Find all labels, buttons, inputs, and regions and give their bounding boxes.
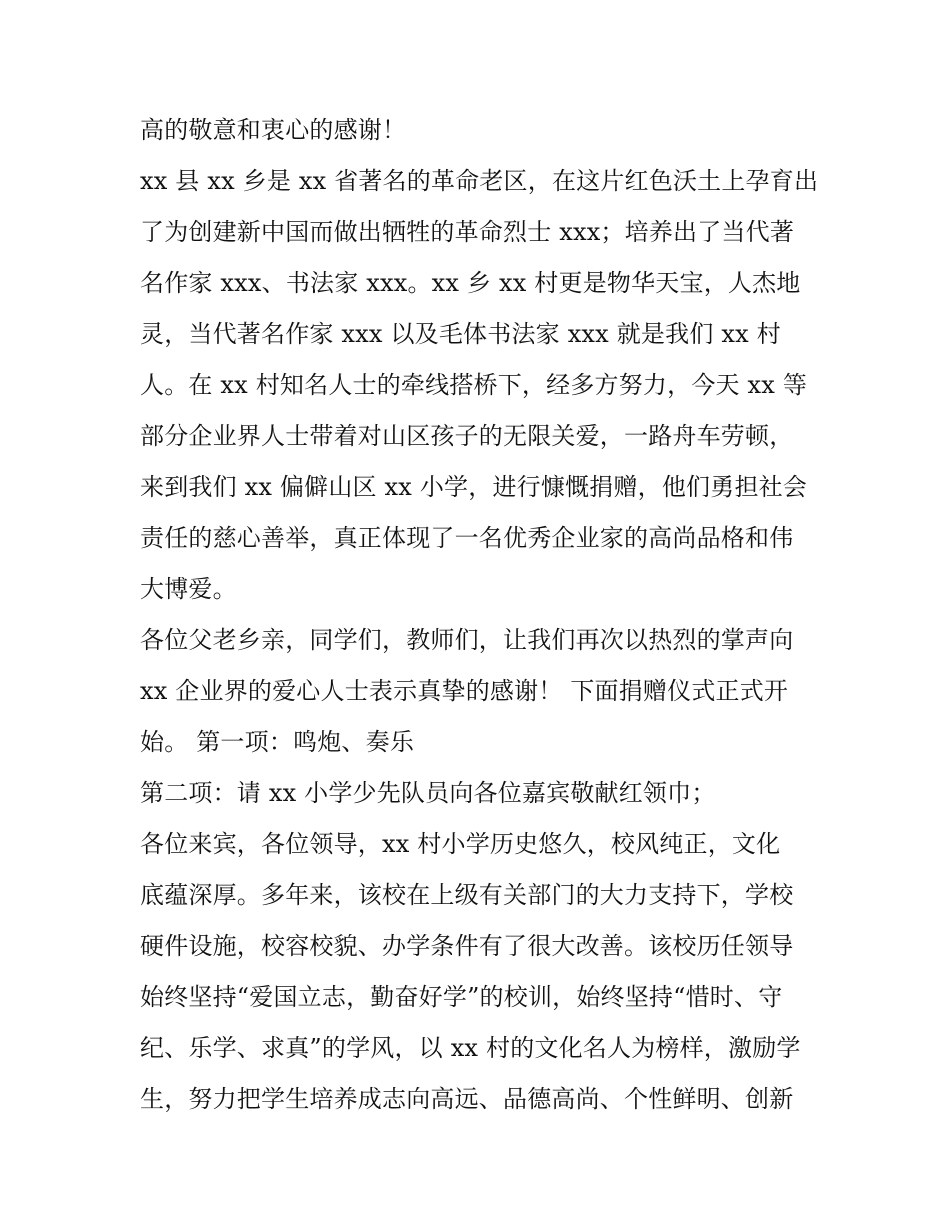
text-line: xx 企业界的爱心人士表示真挚的感谢！ 下面捐赠仪式正式开 [140, 677, 789, 705]
text-line: 名作家 xxx、书法家 xxx。xx 乡 xx 村更是物华天宝，人杰地 [140, 269, 801, 297]
text-line: 大博爱。 [140, 575, 237, 603]
text-line: 生，努力把学生培养成志向高远、品德高尚、个性鲜明、创新 [140, 1085, 794, 1113]
text-line: 部分企业界人士带着对山区孩子的无限关爱，一路舟车劳顿， [140, 422, 794, 450]
text-line: 底蕴深厚。多年来，该校在上级有关部门的大力支持下，学校 [140, 881, 794, 909]
text-line: xx 县 xx 乡是 xx 省著名的革命老区，在这片红色沃土上孕育出 [140, 167, 819, 195]
text-line: 高的敬意和衷心的感谢！ [140, 116, 407, 144]
text-line: 纪、乐学、求真”的学风，以 xx 村的文化名人为榜样，激励学 [140, 1034, 801, 1062]
text-line: 各位父老乡亲，同学们，教师们，让我们再次以热烈的掌声向 [140, 626, 794, 654]
text-line: 了为创建新中国而做出牺牲的革命烈士 xxx；培养出了当代著 [140, 218, 795, 246]
text-line: 来到我们 xx 偏僻山区 xx 小学，进行慷慨捐赠，他们勇担社会 [140, 473, 808, 501]
text-line: 始。 第一项：鸣炮、奏乐 [140, 728, 415, 756]
text-line: 责任的慈心善举，真正体现了一名优秀企业家的高尚品格和伟 [140, 524, 794, 552]
text-line: 始终坚持“爱国立志，勤奋好学”的校训，始终坚持“惜时、守 [140, 983, 783, 1011]
text-line: 灵，当代著名作家 xxx 以及毛体书法家 xxx 就是我们 xx 村 [140, 320, 781, 348]
text-line: 硬件设施，校容校貌、办学条件有了很大改善。该校历任领导 [140, 932, 794, 960]
text-line: 各位来宾，各位领导，xx 村小学历史悠久，校风纯正，文化 [140, 830, 781, 858]
body-text [140, 105, 840, 1125]
text-line: 人。在 xx 村知名人士的牵线搭桥下，经多方努力，今天 xx 等 [140, 371, 808, 399]
text-line: 第二项：请 xx 小学少先队员向各位嘉宾敬献红领巾； [140, 779, 716, 807]
